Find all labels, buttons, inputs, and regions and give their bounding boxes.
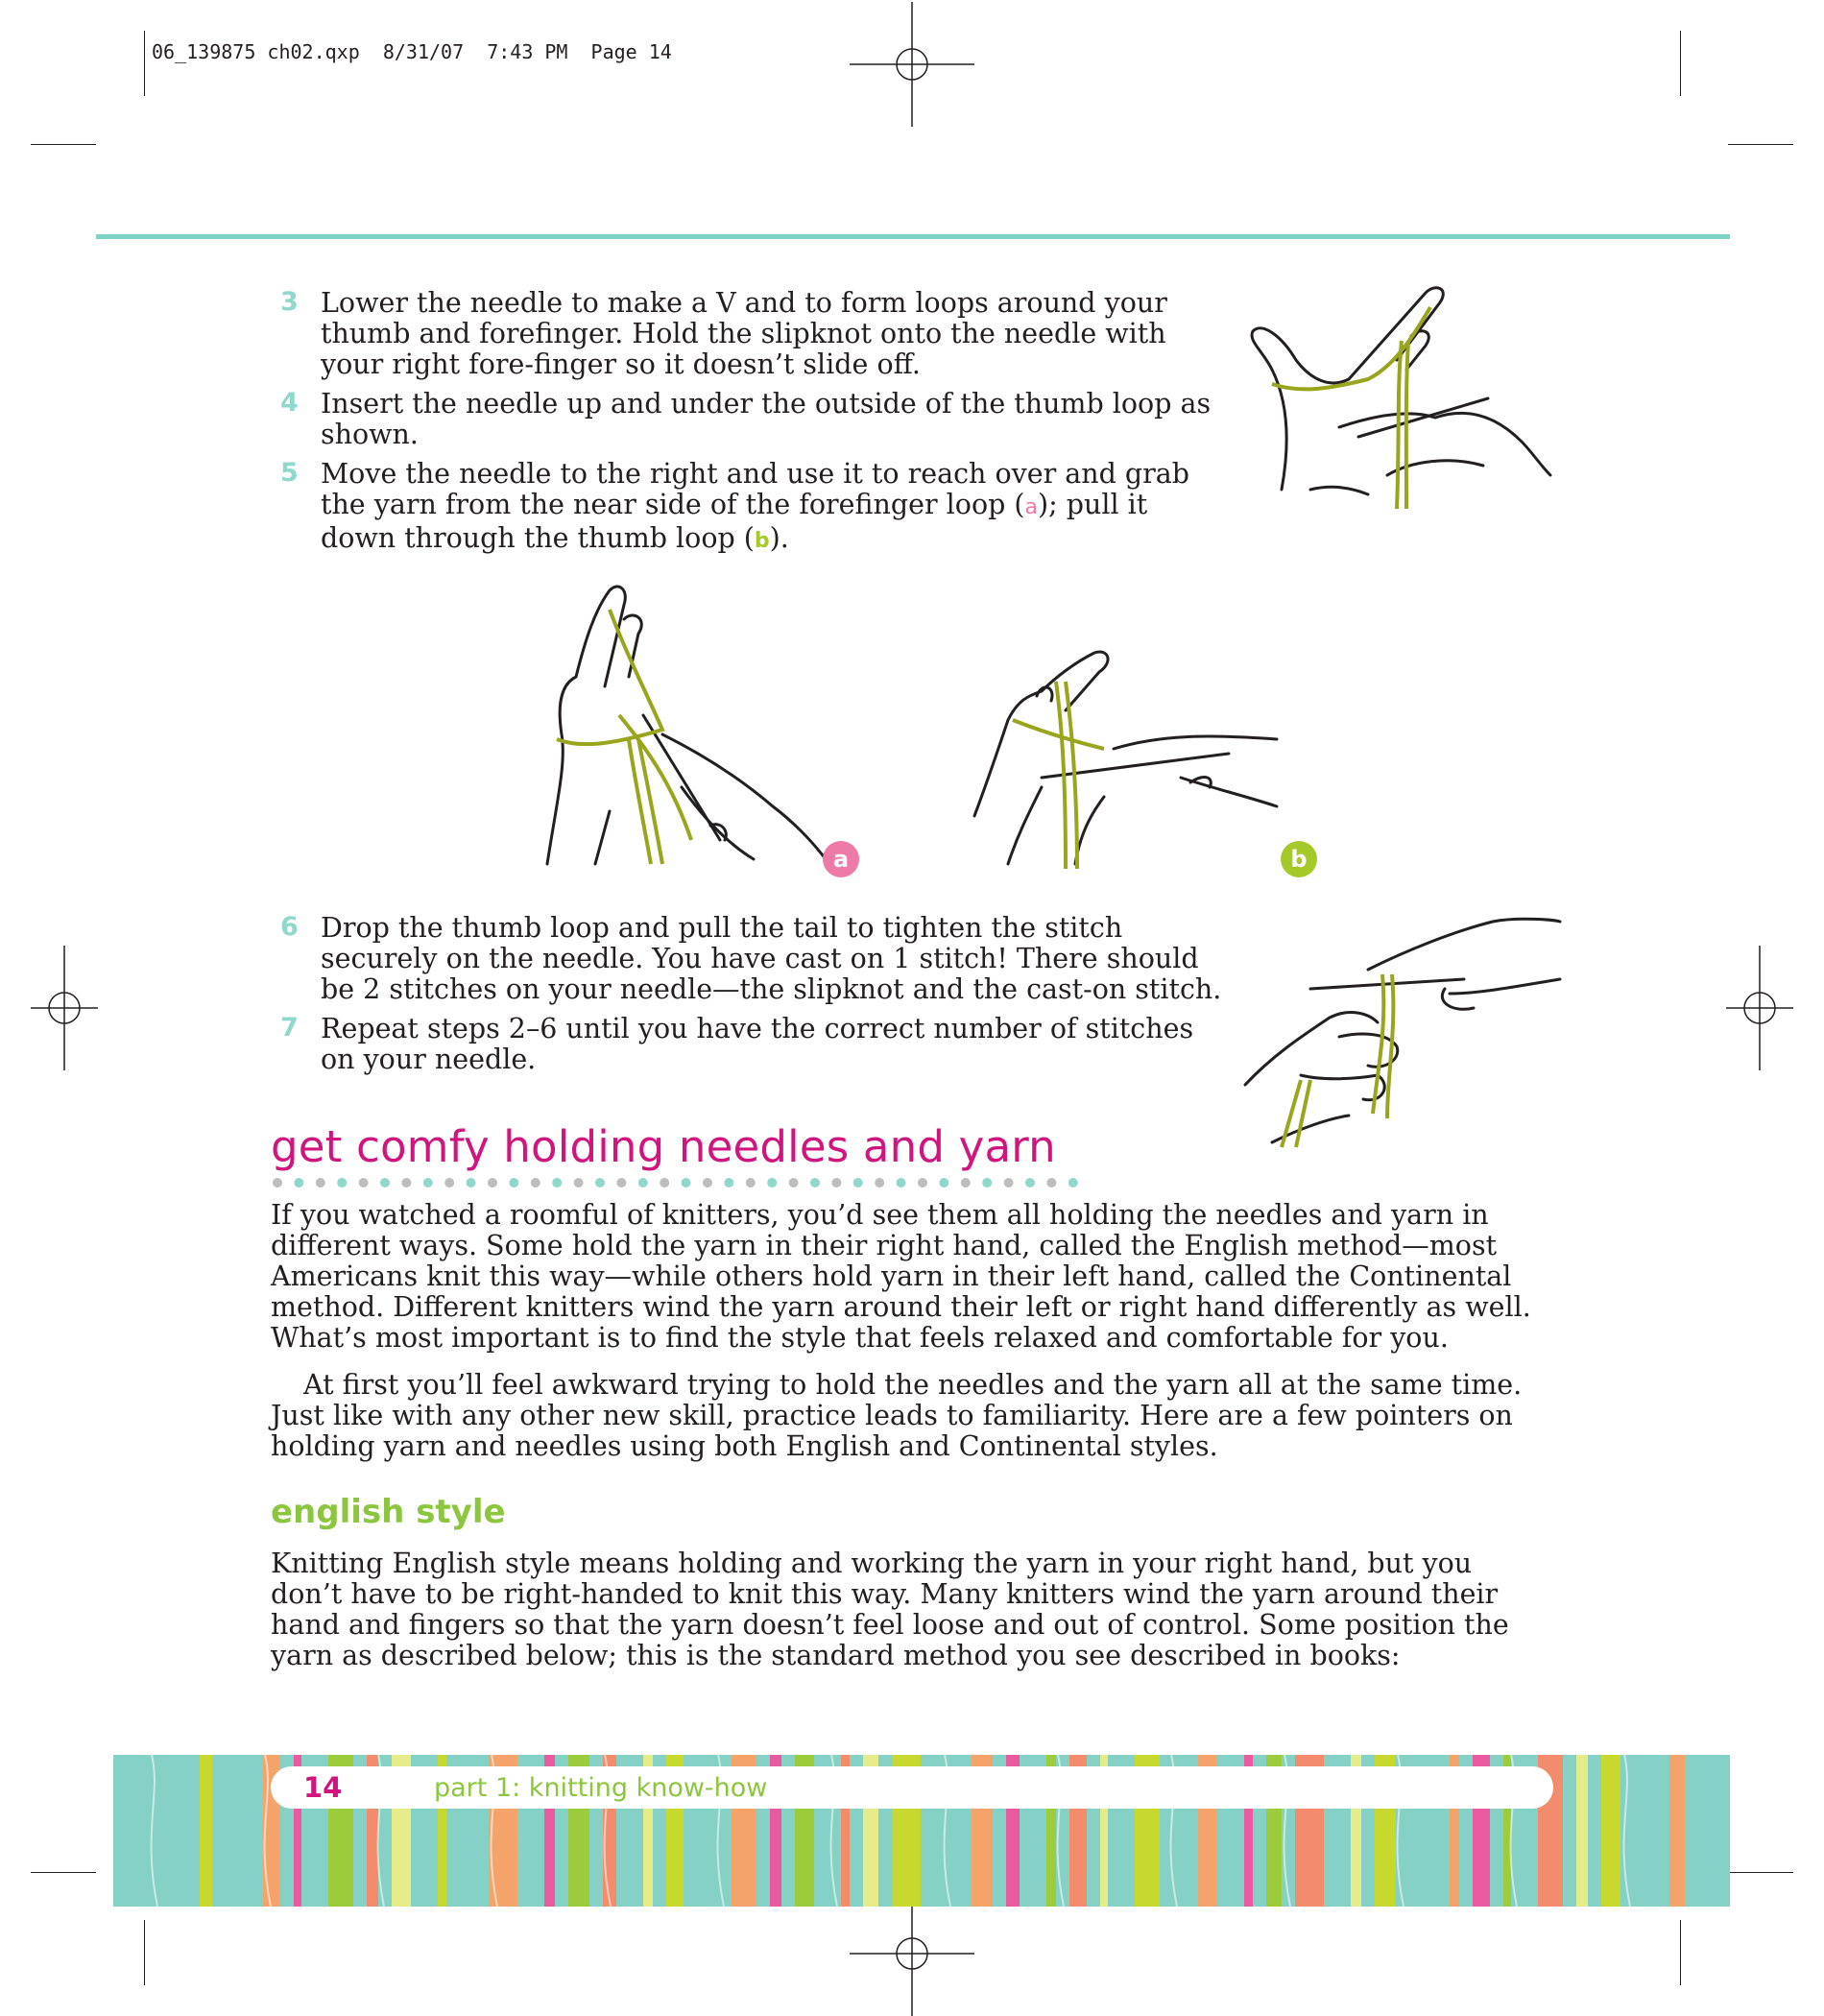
section-heading: get comfy holding needles and yarn <box>271 1121 1056 1172</box>
hand-needle-illustration-b <box>970 643 1286 869</box>
divider-dot <box>401 1178 411 1188</box>
divider-dot <box>897 1178 906 1188</box>
step-text: Lower the needle to make a V and to form loops around your thumb and forefinger. Hold the slipknot onto the needle with your right fore-finger so it doesn’t slide off. <box>321 287 1167 380</box>
steps-list-bottom <box>280 913 1231 1084</box>
dotted-divider <box>273 1177 1089 1188</box>
step-text: Drop the thumb loop and pull the tail to tighten the stitch securely on the needle. You have cast on 1 stitch! There should be 2 stitches on your needle—the slipknot and the cast-on stitch. <box>321 912 1222 1005</box>
step-6 <box>280 913 1231 1005</box>
figure-tag-b: b <box>1281 841 1317 877</box>
divider-dot <box>337 1178 347 1188</box>
swirl-line <box>152 1755 157 1907</box>
stripe <box>240 1755 250 1907</box>
divider-dot <box>380 1178 390 1188</box>
divider-dot <box>1068 1178 1078 1188</box>
registration-mark-bottom <box>850 1891 974 2016</box>
registration-mark-right <box>1697 946 1822 1070</box>
step-number: 4 <box>280 388 299 418</box>
divider-dot <box>875 1178 884 1188</box>
divider-dot <box>853 1178 863 1188</box>
divider-dot <box>660 1178 669 1188</box>
figure-label-a: a <box>1024 495 1039 519</box>
divider-dot <box>638 1178 648 1188</box>
header-rule <box>96 234 1730 239</box>
divider-dot <box>724 1178 733 1188</box>
divider-dot <box>423 1178 433 1188</box>
stripe <box>200 1755 213 1907</box>
stripe <box>1647 1755 1656 1907</box>
figure-label-b: b <box>754 529 770 553</box>
english-style-paragraph: Knitting English style means holding and working the yarn in your right hand, but you don’t have to be right-handed to knit this way. Many knitters wind the yarn around their hand and fingers so that the yarn doesn’t feel loose and out of control. Some position the yarn as described below; this is the standard method you see described in books: <box>271 1548 1509 1671</box>
step-text: ); pull it down through the thumb loop ( <box>321 489 1148 554</box>
divider-dot <box>273 1178 282 1188</box>
step-number: 7 <box>280 1013 299 1043</box>
divider-dot <box>831 1178 841 1188</box>
divider-dot <box>767 1178 777 1188</box>
swirl-line <box>1624 1755 1630 1907</box>
hand-needle-illustration-1 <box>1243 283 1565 514</box>
divider-dot <box>682 1178 691 1188</box>
divider-dot <box>467 1178 476 1188</box>
divider-dot <box>294 1178 303 1188</box>
step-number: 3 <box>280 287 299 317</box>
divider-dot <box>488 1178 497 1188</box>
page-number: 14 <box>303 1771 343 1804</box>
divider-dot <box>1046 1178 1056 1188</box>
step-number: 5 <box>280 458 299 488</box>
hand-needle-illustration-2 <box>1243 912 1565 1157</box>
divider-dot <box>316 1178 325 1188</box>
print-slug: 06_139875 ch02.qxp 8/31/07 7:43 PM Page 14 <box>152 40 672 63</box>
subheading-english-style: english style <box>271 1493 506 1531</box>
step-7 <box>280 1014 1231 1075</box>
step-4 <box>280 389 1231 450</box>
divider-dot <box>789 1178 799 1188</box>
divider-dot <box>531 1178 540 1188</box>
step-3 <box>280 288 1231 380</box>
divider-dot <box>595 1178 605 1188</box>
divider-dot <box>616 1178 626 1188</box>
step-text: ). <box>769 522 789 554</box>
divider-dot <box>574 1178 584 1188</box>
divider-dot <box>982 1178 992 1188</box>
divider-dot <box>703 1178 712 1188</box>
divider-dot <box>1004 1178 1014 1188</box>
figure-tag-a: a <box>823 841 859 877</box>
section-paragraph-2: At first you’ll feel awkward trying to hold the needles and the yarn all at the same time. Just like with any other new skill, practice leads to familiarity. Here are a few pointers on holding yarn and needles using both English and Continental styles. <box>271 1369 1523 1462</box>
stripe <box>1576 1755 1588 1907</box>
divider-dot <box>509 1178 518 1188</box>
step-text: Insert the needle up and under the outside of the thumb loop as shown. <box>321 388 1212 450</box>
step-number: 6 <box>280 912 299 942</box>
step-5 <box>280 459 1231 557</box>
divider-dot <box>359 1178 369 1188</box>
divider-dot <box>961 1178 971 1188</box>
stripe <box>1669 1755 1685 1907</box>
registration-mark-top <box>850 2 974 127</box>
divider-dot <box>810 1178 820 1188</box>
divider-dot <box>1025 1178 1035 1188</box>
step-text: Move the needle to the right and use it to reach over and grab the yarn from the near side of the forefinger loop ( <box>321 458 1190 520</box>
stripe <box>1601 1755 1620 1907</box>
hand-needle-illustration-a <box>538 581 845 869</box>
divider-dot <box>918 1178 927 1188</box>
step-text: Repeat steps 2–6 until you have the correct number of stitches on your needle. <box>321 1013 1194 1075</box>
divider-dot <box>746 1178 756 1188</box>
running-footer: part 1: knitting know-how <box>434 1773 768 1803</box>
registration-mark-left <box>2 946 127 1070</box>
divider-dot <box>552 1178 562 1188</box>
divider-dot <box>939 1178 948 1188</box>
divider-dot <box>444 1178 454 1188</box>
section-paragraph-1: If you watched a roomful of knitters, you’d see them all holding the needles and yarn in different ways. Some hold the yarn in their right hand, called the English method—most Americans knit this way—while others hold yarn in their left hand, called the Continental method. Different knitters wind the yarn around their left or right hand differently as well. What’s most important is to find the style that feels relaxed and comfortable for you. <box>271 1199 1531 1354</box>
steps-list-top <box>280 288 1231 565</box>
